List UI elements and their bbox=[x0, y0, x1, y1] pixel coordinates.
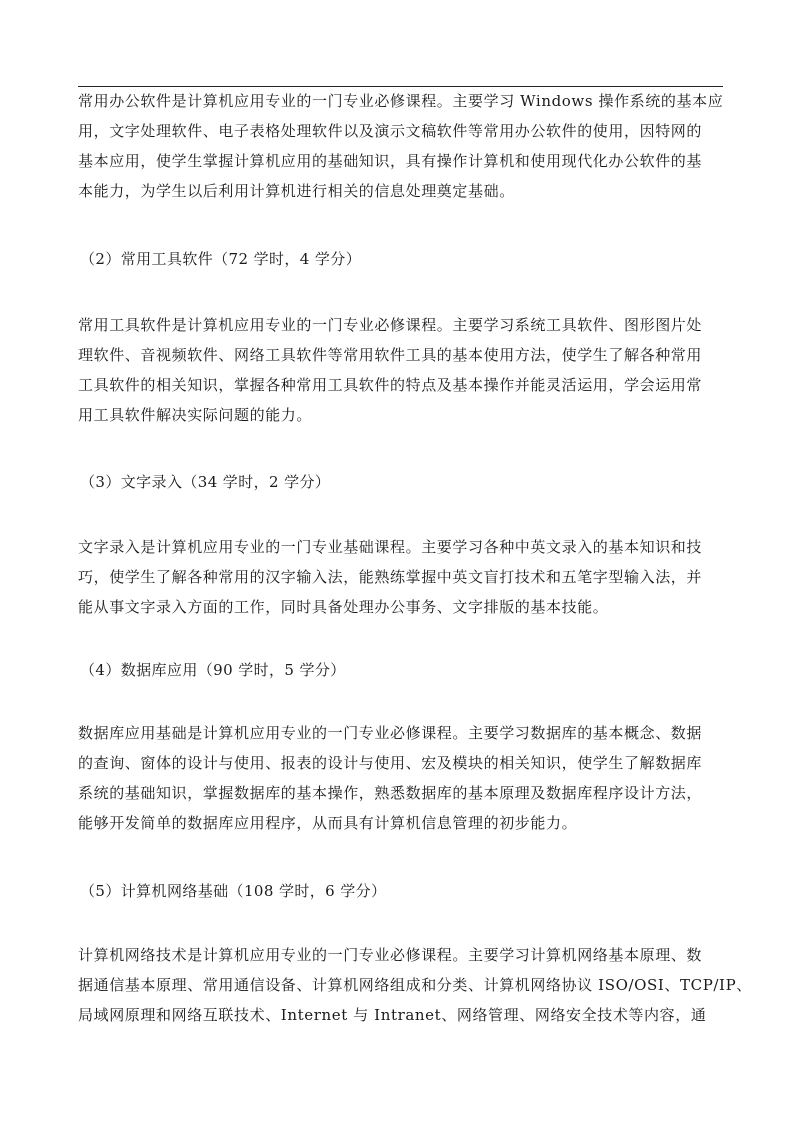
text-line: 理软件、音视频软件、网络工具软件等常用软件工具的基本使用方法，使学生了解各种常用 bbox=[78, 346, 703, 364]
text-line: 常用工具软件是计算机应用专业的一门专业必修课程。主要学习系统工具软件、图形图片处 bbox=[78, 316, 703, 334]
text-line: 系统的基础知识，掌握数据库的基本操作，熟悉数据库的基本原理及数据库程序设计方法， bbox=[78, 784, 703, 802]
text-line: 文字录入是计算机应用专业的一门专业基础课程。主要学习各种中英文录入的基本知识和技 bbox=[78, 538, 703, 556]
section-heading-text-input: （3）文字录入（34 学时，2 学分） bbox=[80, 473, 331, 491]
paragraph-office-software bbox=[78, 86, 723, 206]
paragraph-text-input bbox=[78, 532, 723, 622]
section-heading-tool-software: （2）常用工具软件（72 学时，4 学分） bbox=[80, 250, 362, 268]
text-line: 用工具软件解决实际问题的能力。 bbox=[78, 406, 313, 424]
text-line: 能从事文字录入方面的工作，同时具备处理办公事务、文字排版的基本技能。 bbox=[78, 598, 609, 616]
text-line: 计算机网络技术是计算机应用专业的一门专业必修课程。主要学习计算机网络基本原理、数 bbox=[78, 946, 703, 964]
text-line: 工具软件的相关知识，掌握各种常用工具软件的特点及基本操作并能灵活运用，学会运用常 bbox=[78, 376, 703, 394]
paragraph-network bbox=[78, 940, 752, 1030]
paragraph-database bbox=[78, 718, 723, 838]
text-line: 基本应用，使学生掌握计算机应用的基础知识，具有操作计算机和使用现代化办公软件的基 bbox=[78, 152, 703, 170]
text-line: 能够开发简单的数据库应用程序，从而具有计算机信息管理的初步能力。 bbox=[78, 814, 578, 832]
section-heading-network: （5）计算机网络基础（108 学时，6 学分） bbox=[80, 882, 387, 900]
text-line: 常用办公软件是计算机应用专业的一门专业必修课程。主要学习 Windows 操作系统的基本应 bbox=[78, 92, 724, 110]
text-line: 用，文字处理软件、电子表格处理软件以及演示文稿软件等常用办公软件的使用，因特网的 bbox=[78, 122, 703, 140]
section-heading-database: （4）数据库应用（90 学时，5 学分） bbox=[80, 661, 346, 679]
paragraph-tool-software bbox=[78, 310, 723, 430]
text-line: 数据库应用基础是计算机应用专业的一门专业必修课程。主要学习数据库的基本概念、数据 bbox=[78, 724, 703, 742]
text-line: 据通信基本原理、常用通信设备、计算机网络组成和分类、计算机网络协议 ISO/OSI、TCP/IP、 bbox=[78, 976, 752, 994]
text-line: 本能力，为学生以后利用计算机进行相关的信息处理奠定基础。 bbox=[78, 182, 515, 200]
text-line: 的查询、窗体的设计与使用、报表的设计与使用、宏及模块的相关知识，使学生了解数据库 bbox=[78, 754, 703, 772]
text-line: 局域网原理和网络互联技术、Internet 与 Intranet、网络管理、网络安全技术等内容，通 bbox=[78, 1006, 707, 1024]
text-line: 巧，使学生了解各种常用的汉字输入法，能熟练掌握中英文盲打技术和五笔字型输入法，并 bbox=[78, 568, 703, 586]
